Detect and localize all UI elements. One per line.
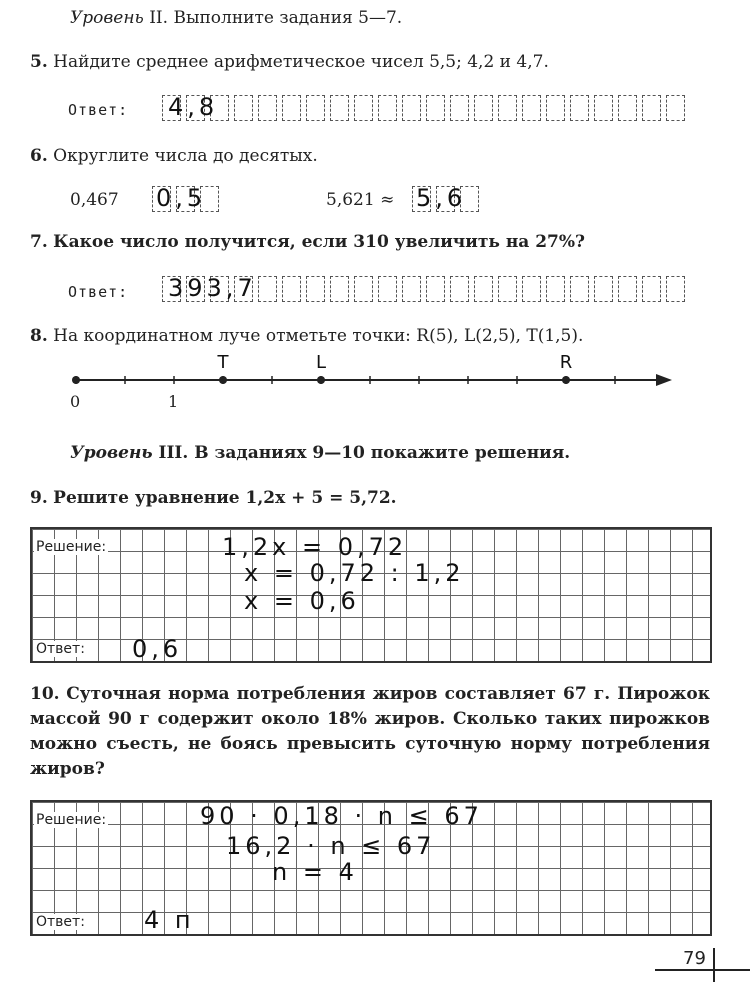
answer-handwritten: 0,6 <box>132 635 183 663</box>
answer-boxes <box>162 95 690 121</box>
task-text: На координатном луче отметьте точки: R(5), L(2,5), T(1,5). <box>53 326 584 346</box>
level-word: Уровень <box>70 443 153 463</box>
solution-grid <box>30 800 712 936</box>
task-6 <box>30 146 318 166</box>
task-number: 10. <box>30 684 60 704</box>
page-number: 79 <box>683 948 706 969</box>
solution-grid <box>30 527 712 663</box>
task-10 <box>30 682 710 782</box>
coordinate-ray <box>60 350 700 420</box>
answer-1-handwritten: 0,5 <box>156 184 207 212</box>
axis-zero-label: 0 <box>70 392 81 411</box>
task-8 <box>30 326 583 346</box>
task-number: 5. <box>30 52 48 72</box>
task-number: 7. <box>30 232 48 252</box>
page-number-rule <box>655 969 750 971</box>
answer-label: Ответ: <box>36 641 85 657</box>
point-label-T: T <box>217 352 229 373</box>
solution-label: Решение: <box>36 812 107 828</box>
level-word: Уровень <box>70 8 144 28</box>
solution-line-1: 90 · 0,18 · n ≤ 67 <box>200 802 483 830</box>
level-2-heading <box>70 8 402 28</box>
answer-handwritten: 393,7 <box>168 274 257 302</box>
solution-line-3: x = 0,6 <box>244 587 360 615</box>
answer-handwritten: 4,8 <box>168 93 219 121</box>
solution-line-2: x = 0,72 : 1,2 <box>244 559 465 587</box>
answer-handwritten: 4 п <box>144 906 195 934</box>
task-text: Решите уравнение 1,2x + 5 = 5,72. <box>53 488 397 508</box>
task-9 <box>30 488 397 508</box>
solution-line-1: 1,2x = 0,72 <box>222 533 408 561</box>
number-2: 5,621 ≈ <box>326 190 395 210</box>
point-label-R: R <box>559 352 573 373</box>
point-T <box>219 376 227 384</box>
task-5 <box>30 52 549 72</box>
solution-line-3: n = 4 <box>272 858 358 886</box>
task-text: Найдите среднее арифметическое чисел 5,5; 4,2 и 4,7. <box>53 52 549 72</box>
task-7 <box>30 232 585 252</box>
task-number: 8. <box>30 326 48 346</box>
origin-point <box>72 376 80 384</box>
point-label-L: L <box>315 352 327 373</box>
point-L <box>317 376 325 384</box>
solution-line-2: 16,2 · n ≤ 67 <box>226 832 436 860</box>
axis-one-label: 1 <box>168 392 179 411</box>
task-text: Суточная норма потребления жиров составляет 67 г. Пирожок массой 90 г содержит около 18% жиров. Сколько таких пирожков можно съесть, не боясь превысить суточную норму потребления жиров? <box>30 684 710 779</box>
solution-label: Решение: <box>36 539 107 555</box>
answer-label: Ответ: <box>68 283 129 301</box>
level-3-heading <box>70 443 570 463</box>
point-R <box>562 376 570 384</box>
answer-label: Ответ: <box>68 101 129 119</box>
level-text: III. В заданиях 9—10 покажите решения. <box>158 443 571 463</box>
answer-2-handwritten: 5,6 <box>416 184 467 212</box>
task-text: Какое число получится, если 310 увеличить на 27%? <box>53 232 585 252</box>
task-text: Округлите числа до десятых. <box>53 146 318 166</box>
number-1: 0,467 <box>70 190 119 210</box>
ray-arrow <box>656 374 672 386</box>
level-text: II. Выполните задания 5—7. <box>149 8 403 28</box>
task-number: 9. <box>30 488 48 508</box>
task-number: 6. <box>30 146 48 166</box>
answer-label: Ответ: <box>36 914 85 930</box>
page-number-mark <box>713 948 715 982</box>
